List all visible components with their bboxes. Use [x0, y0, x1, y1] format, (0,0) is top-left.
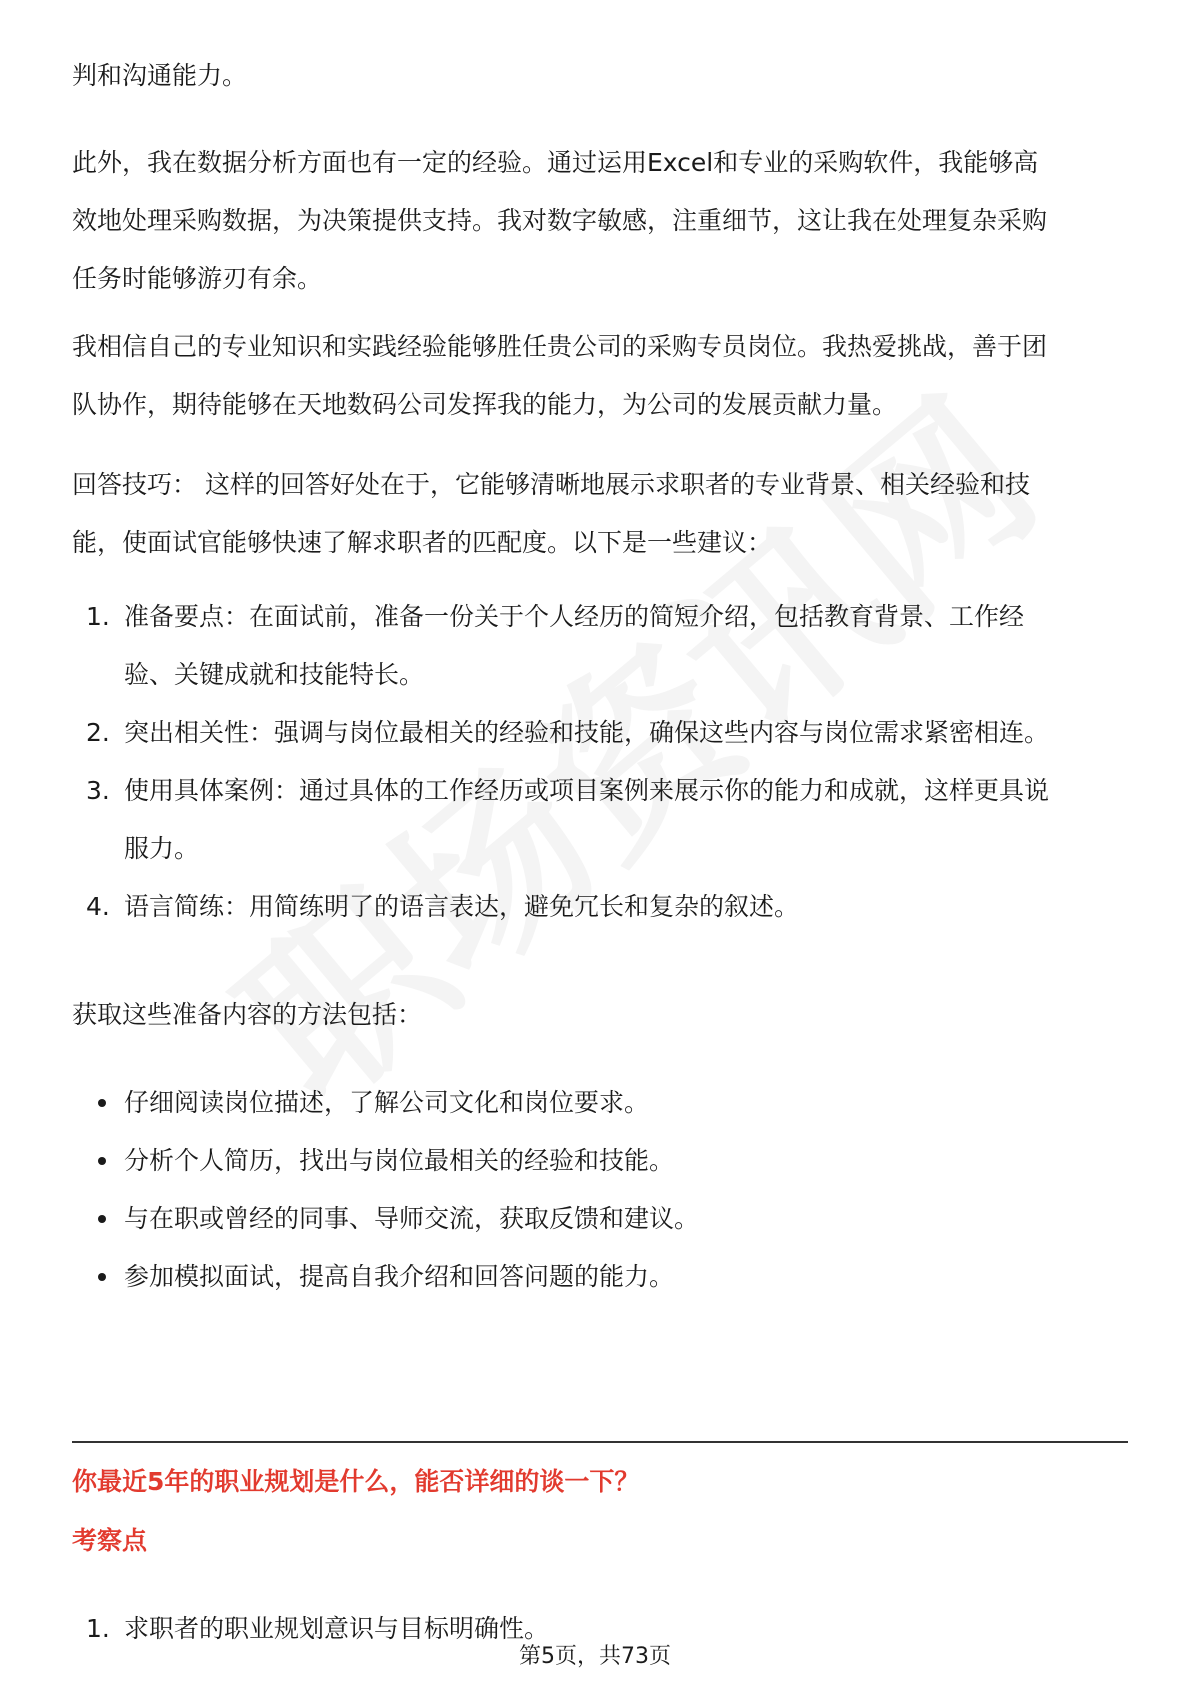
- list-item: [72, 1132, 1072, 1190]
- tips-list: [72, 588, 1052, 936]
- list-number: 2.: [86, 718, 110, 747]
- list-item-text: 仔细阅读岗位描述，了解公司文化和岗位要求。: [124, 1088, 650, 1117]
- section-subtitle: 考察点: [72, 1526, 148, 1555]
- list-item: [72, 1190, 1072, 1248]
- list-number: 4.: [86, 892, 110, 921]
- bullet-icon: [98, 1099, 106, 1107]
- paragraph-answer-tips: 回答技巧： 这样的回答好处在于，它能够清晰地展示求职者的专业背景、相关经验和技能，使面试官能够快速了解求职者的匹配度。以下是一些建议：: [72, 470, 1030, 557]
- list-item: [72, 1074, 1072, 1132]
- list-item: [72, 878, 1052, 936]
- paragraph-methods-intro: 获取这些准备内容的方法包括：: [72, 1000, 423, 1029]
- list-item-text: 突出相关性：强调与岗位最相关的经验和技能，确保这些内容与岗位需求紧密相连。: [124, 718, 1050, 747]
- section-divider: [72, 1441, 1128, 1443]
- bullet-icon: [98, 1215, 106, 1223]
- list-number: 1.: [86, 1614, 110, 1643]
- list-item-text: 参加模拟面试，提高自我介绍和回答问题的能力。: [124, 1262, 675, 1291]
- list-item: [72, 762, 1052, 878]
- list-item-text: 准备要点：在面试前，准备一份关于个人经历的简短介绍，包括教育背景、工作经验、关键成就和技能特长。: [124, 602, 1025, 689]
- list-item: [72, 704, 1052, 762]
- list-item-text: 求职者的职业规划意识与目标明确性。: [124, 1614, 550, 1643]
- methods-list: [72, 1074, 1072, 1306]
- paragraph-self-confidence: 我相信自己的专业知识和实践经验能够胜任贵公司的采购专员岗位。我热爱挑战，善于团队协作，期待能够在天地数码公司发挥我的能力，为公司的发展贡献力量。: [72, 332, 1048, 419]
- list-number: 3.: [86, 776, 110, 805]
- list-item-text: 语言简练：用简练明了的语言表达，避免冗长和复杂的叙述。: [124, 892, 800, 921]
- list-number: 1.: [86, 602, 110, 631]
- bullet-icon: [98, 1273, 106, 1281]
- list-item-text: 使用具体案例：通过具体的工作经历或项目案例来展示你的能力和成就，这样更具说服力。: [124, 776, 1050, 863]
- paragraph-data-analysis: 此外，我在数据分析方面也有一定的经验。通过运用Excel和专业的采购软件，我能够高效地处理采购数据，为决策提供支持。我对数字敏感，注重细节，这让我在处理复杂采购任务时能够游刃有余。: [72, 148, 1048, 293]
- list-item-text: 分析个人简历，找出与岗位最相关的经验和技能。: [124, 1146, 675, 1175]
- question-title: 你最近5年的职业规划是什么，能否详细的谈一下？: [72, 1467, 640, 1496]
- paragraph-continuation: 判和沟通能力。: [72, 61, 248, 90]
- list-item: [72, 588, 1052, 704]
- bullet-icon: [98, 1157, 106, 1165]
- list-item: [72, 1248, 1072, 1306]
- list-item-text: 与在职或曾经的同事、导师交流，获取反馈和建议。: [124, 1204, 700, 1233]
- page-number: 第5页，共73页: [519, 1644, 671, 1669]
